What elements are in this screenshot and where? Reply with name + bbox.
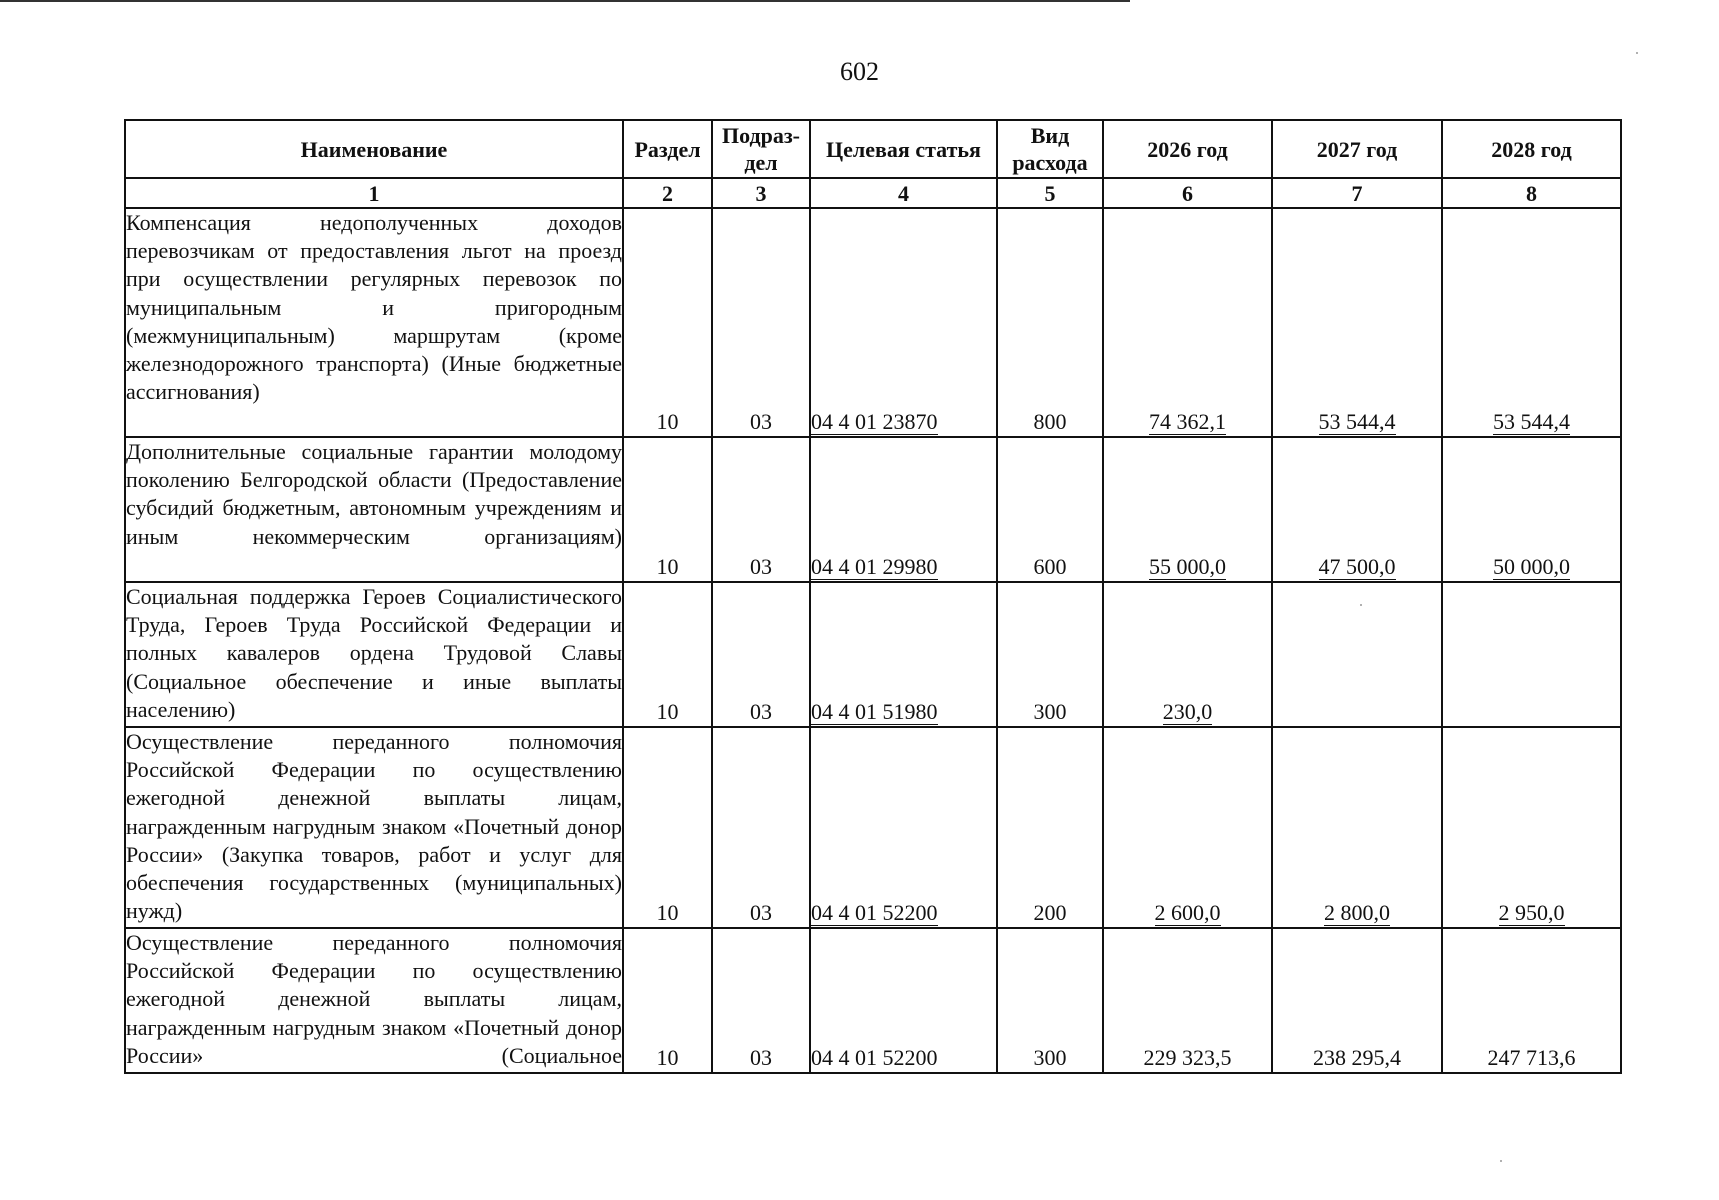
row-name: Дополнительные социальные гарантии молодому поколению Белгородской области (Предоставление субсидий бюджетным, автономным учреждениям и иным некоммерческим организациям) bbox=[125, 437, 623, 582]
row-podrazdel bbox=[712, 727, 810, 928]
row-2028 bbox=[1442, 928, 1621, 1073]
row-razdel bbox=[623, 437, 712, 582]
header-tselevaya: Целевая статья bbox=[810, 120, 997, 178]
row-vid-value: 300 bbox=[1033, 1044, 1067, 1070]
row-tselevaya bbox=[810, 208, 997, 437]
row-podrazdel-value: 03 bbox=[750, 899, 772, 925]
header-row bbox=[125, 120, 1621, 178]
row-tselevaya bbox=[810, 582, 997, 727]
row-razdel-value: 10 bbox=[656, 408, 679, 434]
column-number: 5 bbox=[997, 178, 1103, 208]
row-name: Осуществление переданного полномочия Российской Федерации по осуществлению ежегодной денежной выплаты лицам, награжденным нагрудным знаком «Почетный донор России» (Закупка товаров, работ и услуг для обеспечения государственных (муниципальных) нужд) bbox=[125, 727, 623, 928]
row-tselevaya bbox=[810, 437, 997, 582]
row-tselevaya bbox=[810, 727, 997, 928]
row-razdel bbox=[623, 582, 712, 727]
row-2028-value: 2 950,0 bbox=[1498, 899, 1565, 925]
row-podrazdel-value: 03 bbox=[750, 1044, 772, 1070]
row-2028-value: 247 713,6 bbox=[1487, 1044, 1576, 1070]
row-2027-value: 238 295,4 bbox=[1313, 1044, 1401, 1070]
row-vid bbox=[997, 928, 1103, 1073]
table-row bbox=[125, 928, 1621, 1073]
column-number: 7 bbox=[1272, 178, 1442, 208]
row-2026 bbox=[1103, 727, 1272, 928]
row-name: Компенсация недополученных доходов перевозчикам от предоставления льгот на проезд при осуществлении регулярных перевозок по муниципальным и пригородным (межмуниципальным) маршрутам (кроме железнодорожного транспорта) (Иные бюджетные ассигнования) bbox=[125, 208, 623, 437]
row-razdel bbox=[623, 928, 712, 1073]
column-number: 6 bbox=[1103, 178, 1272, 208]
row-tselevaya-value: 04 4 01 52200 bbox=[811, 899, 938, 925]
row-2027 bbox=[1272, 582, 1442, 727]
header-name: Наименование bbox=[125, 120, 623, 178]
row-2027-value: 47 500,0 bbox=[1318, 553, 1396, 579]
row-tselevaya-value: 04 4 01 52200 bbox=[811, 1044, 938, 1070]
row-podrazdel-value: 03 bbox=[750, 698, 772, 724]
row-2027-value: 2 800,0 bbox=[1324, 899, 1390, 925]
row-razdel-value: 10 bbox=[656, 899, 679, 925]
row-name: Осуществление переданного полномочия Российской Федерации по осуществлению ежегодной денежной выплаты лицам, награжденным нагрудным знаком «Почетный донор России» (Социальное bbox=[125, 928, 623, 1073]
header-razdel: Раздел bbox=[623, 120, 712, 178]
scan-speck bbox=[1500, 1160, 1502, 1162]
row-razdel-value: 10 bbox=[656, 553, 679, 579]
row-vid bbox=[997, 437, 1103, 582]
budget-table bbox=[124, 119, 1622, 1074]
header-2026: 2026 год bbox=[1103, 120, 1272, 178]
row-tselevaya bbox=[810, 928, 997, 1073]
row-2028 bbox=[1442, 437, 1621, 582]
row-razdel bbox=[623, 208, 712, 437]
row-razdel bbox=[623, 727, 712, 928]
row-2026-value: 230,0 bbox=[1162, 698, 1213, 724]
header-vid: Вид расхода bbox=[997, 120, 1103, 178]
row-2028 bbox=[1442, 582, 1621, 727]
row-2026-value: 74 362,1 bbox=[1149, 408, 1226, 434]
column-number: 8 bbox=[1442, 178, 1621, 208]
column-number: 3 bbox=[712, 178, 810, 208]
row-podrazdel bbox=[712, 928, 810, 1073]
row-vid bbox=[997, 208, 1103, 437]
row-razdel-value: 10 bbox=[656, 1044, 679, 1070]
row-2026 bbox=[1103, 208, 1272, 437]
row-razdel-value: 10 bbox=[656, 698, 679, 724]
row-2028-value: 53 544,4 bbox=[1493, 408, 1570, 434]
row-2026 bbox=[1103, 928, 1272, 1073]
row-2026 bbox=[1103, 582, 1272, 727]
header-podrazdel: Подраз-дел bbox=[712, 120, 810, 178]
row-podrazdel bbox=[712, 582, 810, 727]
top-rule bbox=[0, 0, 1130, 2]
row-2027-value: 53 544,4 bbox=[1318, 408, 1396, 434]
row-vid-value: 200 bbox=[1033, 899, 1067, 925]
table-row bbox=[125, 208, 1621, 437]
row-tselevaya-value: 04 4 01 29980 bbox=[811, 553, 938, 579]
scan-speck bbox=[1360, 604, 1362, 606]
row-vid bbox=[997, 727, 1103, 928]
column-number: 4 bbox=[810, 178, 997, 208]
row-2028-value: 50 000,0 bbox=[1493, 553, 1570, 579]
column-number: 2 bbox=[623, 178, 712, 208]
row-tselevaya-value: 04 4 01 51980 bbox=[811, 698, 938, 724]
row-2027 bbox=[1272, 437, 1442, 582]
row-vid-value: 600 bbox=[1033, 553, 1067, 579]
header-2028: 2028 год bbox=[1442, 120, 1621, 178]
row-podrazdel bbox=[712, 437, 810, 582]
column-number-row bbox=[125, 178, 1621, 208]
scan-speck bbox=[1636, 52, 1638, 54]
page-number: 602 bbox=[840, 57, 879, 86]
row-name: Социальная поддержка Героев Социалистического Труда, Героев Труда Российской Федерации и полных кавалеров ордена Трудовой Славы (Социальное обеспечение и иные выплаты населению) bbox=[125, 582, 623, 727]
row-2026-value: 55 000,0 bbox=[1149, 553, 1226, 579]
row-podrazdel-value: 03 bbox=[750, 408, 772, 434]
row-tselevaya-value: 04 4 01 23870 bbox=[811, 408, 938, 434]
row-vid-value: 800 bbox=[1033, 408, 1067, 434]
row-2026 bbox=[1103, 437, 1272, 582]
header-2027: 2027 год bbox=[1272, 120, 1442, 178]
table-row bbox=[125, 727, 1621, 928]
row-2028 bbox=[1442, 208, 1621, 437]
row-2027 bbox=[1272, 727, 1442, 928]
row-vid bbox=[997, 582, 1103, 727]
table-row bbox=[125, 437, 1621, 582]
row-2026-value: 229 323,5 bbox=[1143, 1044, 1232, 1070]
table-row bbox=[125, 582, 1621, 727]
row-2028 bbox=[1442, 727, 1621, 928]
row-2027 bbox=[1272, 208, 1442, 437]
row-podrazdel-value: 03 bbox=[750, 553, 772, 579]
column-number: 1 bbox=[125, 178, 623, 208]
row-vid-value: 300 bbox=[1033, 698, 1067, 724]
row-2027 bbox=[1272, 928, 1442, 1073]
row-2026-value: 2 600,0 bbox=[1154, 899, 1221, 925]
row-podrazdel bbox=[712, 208, 810, 437]
